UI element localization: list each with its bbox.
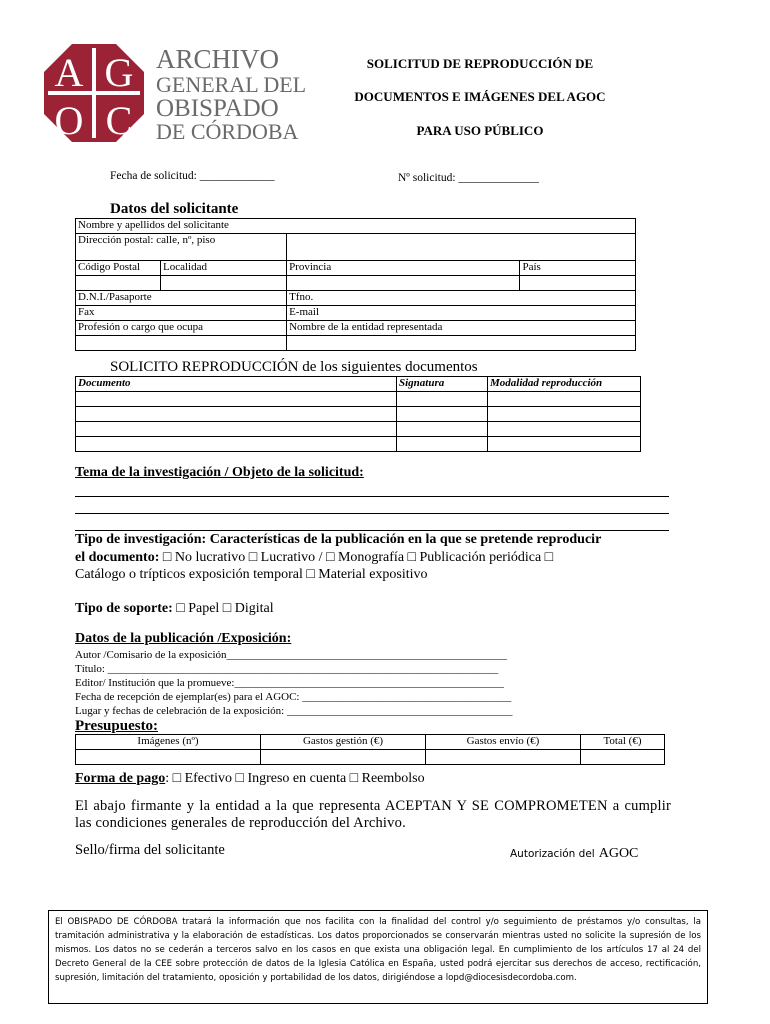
direccion-value[interactable] <box>287 234 636 261</box>
dni-field[interactable]: D.N.I./Pasaporte <box>76 291 287 306</box>
direccion-field[interactable]: Dirección postal: calle, nº, piso <box>76 234 287 261</box>
pago-options[interactable]: : □ Efectivo □ Ingreso en cuenta □ Reembolso <box>165 771 425 786</box>
form-title-line-1: SOLICITUD DE REPRODUCCIÓN DE <box>366 56 594 71</box>
tfno-field[interactable]: Tfno. <box>287 291 636 306</box>
logo-letter-c: C <box>105 98 133 142</box>
email-field[interactable]: E-mail <box>287 306 636 321</box>
logo-line-4: DE CÓRDOBA <box>156 119 299 142</box>
autor-field[interactable]: Autor /Comisario de la exposición___________________________________________________ <box>75 649 508 661</box>
sello-firma[interactable]: Sello/firma del solicitante <box>75 842 225 858</box>
editor-field[interactable]: Editor/ Institución que la promueve:_________________________________________________ <box>75 677 504 689</box>
publicacion-heading: Datos de la publicación /Exposición: <box>75 631 292 646</box>
nombre-field[interactable]: Nombre y apellidos del solicitante <box>76 219 636 234</box>
logo-letter-o: O <box>54 98 84 142</box>
form-title-line-3: PARA USO PÚBLICO <box>416 123 544 138</box>
pago-label: Forma de pago <box>75 771 166 786</box>
pais-field[interactable]: País <box>520 261 636 276</box>
table-row[interactable] <box>76 750 665 765</box>
solicito-heading: SOLICITO REPRODUCCIÓN de los siguientes documentos <box>110 359 478 375</box>
cp-field[interactable]: Código Postal <box>76 261 161 276</box>
table-row[interactable] <box>76 407 641 422</box>
tema-line[interactable] <box>75 530 669 531</box>
provincia-field[interactable]: Provincia <box>287 261 520 276</box>
tipo-inv-label: el documento: <box>75 550 160 565</box>
pago-row <box>75 771 425 787</box>
logo-emblem <box>44 44 314 142</box>
col-documento: Documento <box>76 377 397 392</box>
solicitante-heading: Datos del solicitante <box>110 201 239 217</box>
autorizacion-label: Autorización del <box>510 848 595 860</box>
col-modalidad: Modalidad reproducción <box>488 377 641 392</box>
provincia-value[interactable] <box>287 276 520 291</box>
solicitante-table <box>75 218 636 351</box>
fecha-solicitud[interactable]: Fecha de solicitud: _____________ <box>110 170 275 182</box>
localidad-field[interactable]: Localidad <box>161 261 287 276</box>
documentos-table <box>75 376 641 452</box>
entidad-field[interactable]: Nombre de la entidad representada <box>287 321 636 336</box>
lugar-fechas-field[interactable]: Lugar y fechas de celebración de la exposición: _________________________________________ <box>75 705 513 717</box>
soporte-row <box>75 601 274 617</box>
fecha-recepcion-field[interactable]: Fecha de recepción de ejemplar(es) para el AGOC: ______________________________________ <box>75 691 512 703</box>
logo-line-1: ARCHIVO <box>156 44 280 74</box>
fax-field[interactable]: Fax <box>76 306 287 321</box>
privacy-notice: El OBISPADO DE CÓRDOBA tratará la información que nos facilita con la finalidad del control y/o seguimiento de préstamos y/o consultas, la tramitación administrativa y la elaboración de estadísticas. Los datos proporcionados se conservarán mientras usted no solicite la supresión de los mismos. Los datos no se cederán a terceros salvo en los casos en que exista una obligación legal. En cumplimiento de los artículos 17 al 24 del Decreto General de la CEE sobre protección de datos de la Iglesia Católica en España, usted podrá ejercitar sus derechos de acceso, rectificación, supresión, limitación del tratamiento, oposición y portabilidad de los datos, dirigiéndose a lopd@diocesisdecordoba.com. <box>48 910 708 1004</box>
tipo-inv-options[interactable]: □ No lucrativo □ Lucrativo / □ Monografía □ Publicación periódica □ <box>162 550 554 565</box>
col-signatura: Signatura <box>397 377 488 392</box>
agoc-label: AGOC <box>598 846 639 861</box>
logo-letter-a: A <box>54 50 84 95</box>
profesion-value[interactable] <box>76 336 287 351</box>
tipo-inv-line-3[interactable]: Catálogo o trípticos exposición temporal □ Material expositivo <box>75 567 428 582</box>
autorizacion-agoc[interactable] <box>510 844 638 862</box>
acepta-text: El abajo firmante y la entidad a la que representa ACEPTAN Y SE COMPROMETEN a cumplir las condiciones generales de reproducción del Archivo. <box>75 798 671 831</box>
numero-solicitud[interactable]: Nº solicitud: ______________ <box>398 172 539 184</box>
tipo-inv-line-2 <box>75 550 553 566</box>
pais-value[interactable] <box>520 276 636 291</box>
agoc-logo <box>44 44 314 142</box>
table-row[interactable] <box>76 437 641 452</box>
form-title-line-2: DOCUMENTOS E IMÁGENES DEL AGOC <box>354 89 606 104</box>
logo-line-3: OBISPADO <box>156 95 279 122</box>
profesion-field[interactable]: Profesión o cargo que ocupa <box>76 321 287 336</box>
table-row[interactable] <box>76 392 641 407</box>
col-total: Total (€) <box>581 735 665 750</box>
tipo-inv-line-1: Tipo de investigación: Características de la publicación en la que se pretende reproducir <box>75 532 602 547</box>
col-gastos-gestion: Gastos gestión (€) <box>261 735 426 750</box>
entidad-value[interactable] <box>287 336 636 351</box>
presupuesto-table <box>75 734 665 765</box>
col-imagenes: Imágenes (nº) <box>76 735 261 750</box>
logo-letter-g: G <box>104 50 134 95</box>
titulo-field[interactable]: Título: _______________________________________________________________________ <box>75 663 499 675</box>
publicacion-lines <box>75 648 675 718</box>
col-gastos-envio: Gastos envío (€) <box>426 735 581 750</box>
tema-heading: Tema de la investigación / Objeto de la solicitud: <box>75 465 364 480</box>
table-row[interactable] <box>76 422 641 437</box>
presupuesto-heading: Presupuesto: <box>75 718 159 734</box>
localidad-value[interactable] <box>161 276 287 291</box>
tema-line[interactable] <box>75 513 669 514</box>
logo-line-2: GENERAL DEL <box>156 72 307 97</box>
soporte-label: Tipo de soporte: <box>75 601 173 616</box>
cp-value[interactable] <box>76 276 161 291</box>
soporte-options[interactable]: □ Papel □ Digital <box>176 601 274 616</box>
tema-line[interactable] <box>75 496 669 497</box>
